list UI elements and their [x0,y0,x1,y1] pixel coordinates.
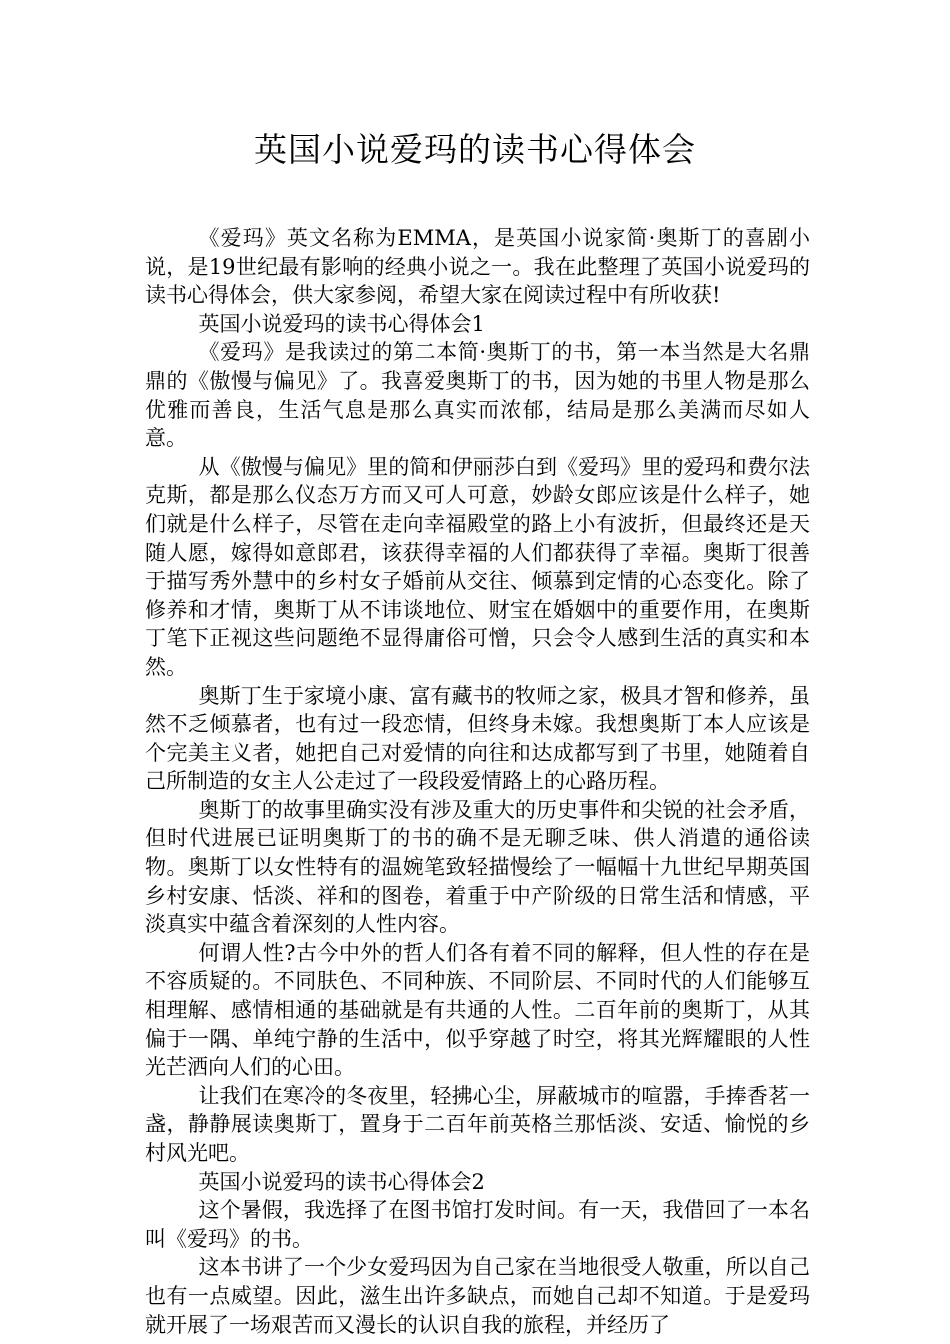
body-paragraph: 让我们在寒冷的冬夜里，轻拂心尘，屏蔽城市的喧嚣，手捧香茗一盏，静静展读奥斯丁，置身于二百年前英格兰那恬淡、安适、愉悦的乡村风光吧。 [145,1083,810,1165]
body-paragraph: 何谓人性?古今中外的哲人们各有着不同的解释，但人性的存在是不容质疑的。不同肤色、不同种族、不同阶层、不同时代的人们能够互相理解、感情相通的基础就是有共通的人性。二百年前的奥斯丁，从其偏于一隅、单纯宁静的生活中，似乎穿越了时空，将其光辉耀眼的人性光芒洒向人们的心田。 [145,940,810,1080]
body-paragraph: 这个暑假，我选择了在图书馆打发时间。有一天，我借回了一本名叫《爱玛》的书。 [145,1198,810,1251]
document-body [145,224,810,1339]
body-paragraph: 《爱玛》是我读过的第二本简·奥斯丁的书，第一本当然是大名鼎鼎的《傲慢与偏见》了。我喜爱奥斯丁的书，因为她的书里人物是那么优雅而善良，生活气息是那么真实而浓郁，结局是那么美满而尽如人意。 [145,340,810,451]
body-paragraph: 奥斯丁的故事里确实没有涉及重大的历史事件和尖锐的社会矛盾，但时代进展已证明奥斯丁的书的确不是无聊乏味、供人消遣的通俗读物。奥斯丁以女性特有的温婉笔致轻描慢绘了一幅幅十九世纪早期英国乡村安康、恬淡、祥和的图卷，着重于中产阶级的日常生活和情感，平淡真实中蕴含着深刻的人性内容。 [145,797,810,937]
section-heading-2: 英国小说爱玛的读书心得体会2 [198,1169,485,1194]
body-paragraph: 从《傲慢与偏见》里的简和伊丽莎白到《爱玛》里的爱玛和费尔法克斯，都是那么仪态万方而又可人可意，妙龄女郎应该是什么样子，她们就是什么样子，尽管在走向幸福殿堂的路上小有波折，但最终还是天随人愿，嫁得如意郎君，该获得幸福的人们都获得了幸福。奥斯丁很善于描写秀外慧中的乡村女子婚前从交往、倾慕到定情的心态变化。除了修养和才情，奥斯丁从不讳谈地位、财宝在婚姻中的重要作用，在奥斯丁笔下正视这些问题绝不显得庸俗可憎，只会令人感到生活的真实和本然。 [145,454,810,679]
body-paragraph: 奥斯丁生于家境小康、富有藏书的牧师之家，极具才智和修养，虽然不乏倾慕者，也有过一段恋情，但终身未嫁。我想奥斯丁本人应该是个完美主义者，她把自己对爱情的向往和达成都写到了书里，她随着自己所制造的女主人公走过了一段段爱情路上的心路历程。 [145,683,810,794]
intro-paragraph: 《爱玛》英文名称为EMMA，是英国小说家简·奥斯丁的喜剧小说，是19世纪最有影响的经典小说之一。我在此整理了英国小说爱玛的读书心得体会，供大家参阅，希望大家在阅读过程中有所收获! [145,226,810,308]
document-title: 英国小说爱玛的读书心得体会 [254,130,696,169]
body-paragraph: 这本书讲了一个少女爱玛因为自己家在当地很受人敬重，所以自己也有一点威望。因此，滋生出许多缺点，而她自己却不知道。于是爱玛就开展了一场艰苦而又漫长的认识自我的旅程，并经历了 [145,1255,810,1337]
section-heading-1: 英国小说爱玛的读书心得体会1 [198,311,485,336]
